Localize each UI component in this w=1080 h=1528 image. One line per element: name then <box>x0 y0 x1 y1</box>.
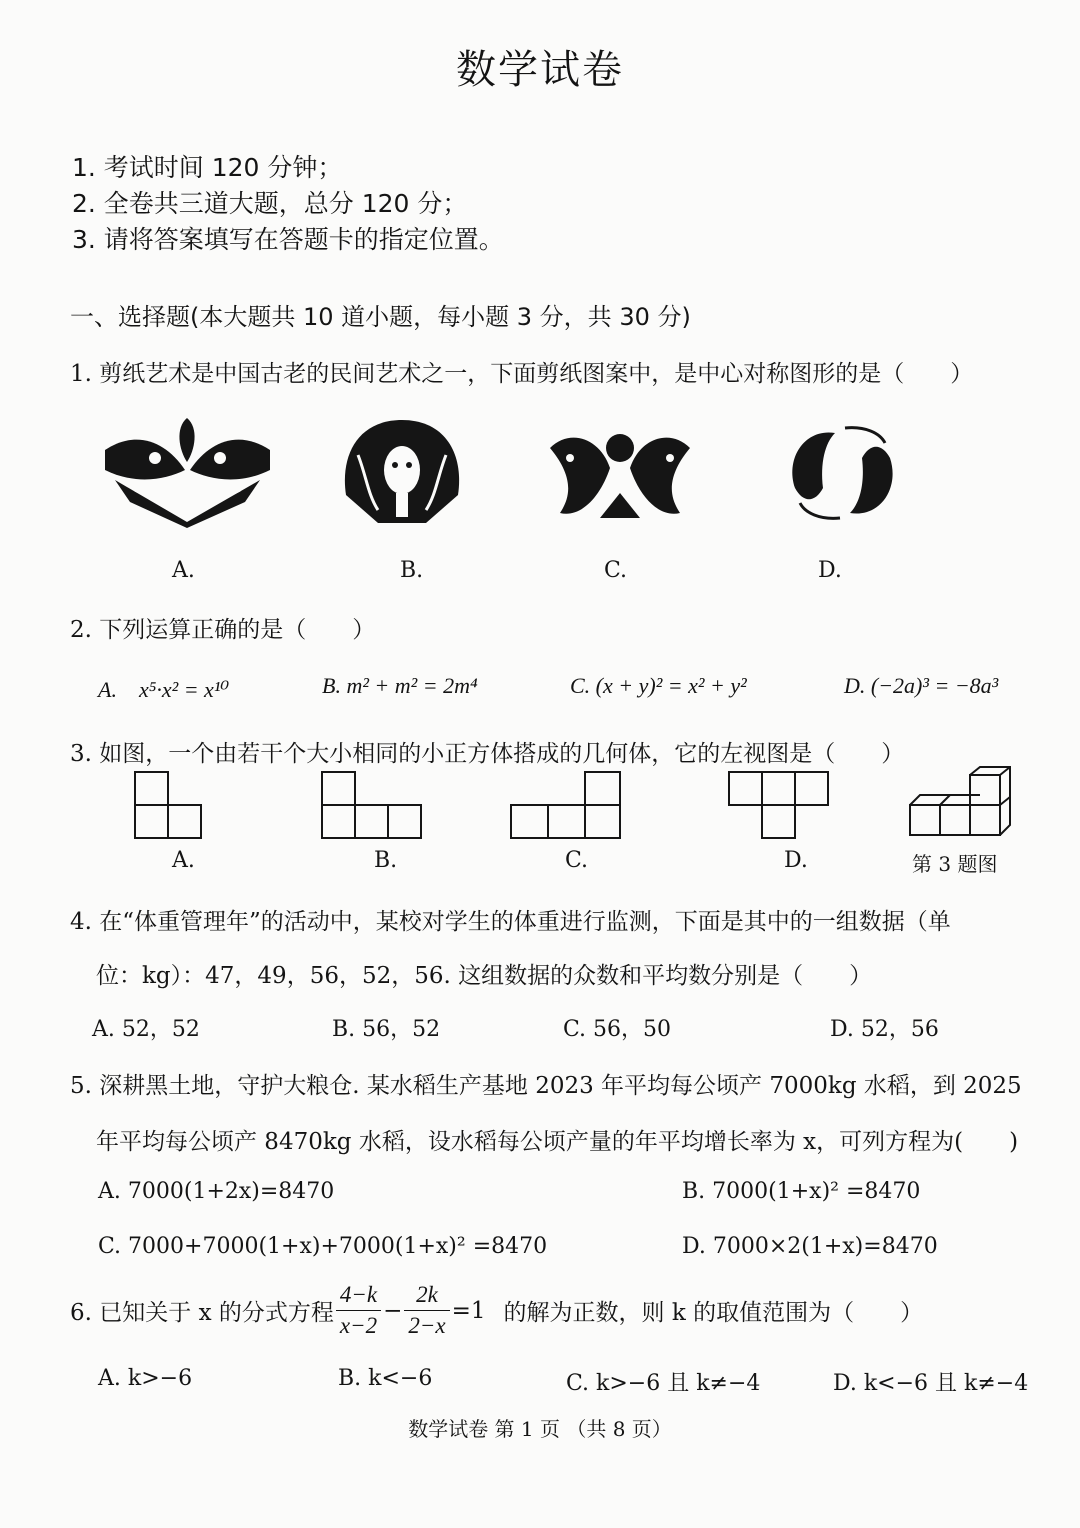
question-6-prefix: 6. 已知关于 x 的分式方程 <box>70 1300 334 1326</box>
question-6-option-a: A. k>−6 <box>98 1366 193 1391</box>
question-6-option-d: D. k<−6 且 k≠−4 <box>833 1371 1029 1396</box>
instruction-2: 2. 全卷共三道大题，总分 120 分； <box>72 189 468 218</box>
view-option-b-figure <box>320 770 426 840</box>
question-6-equals: =1 <box>451 1297 486 1324</box>
question-5-option-a: A. 7000(1+2x)=8470 <box>98 1179 335 1204</box>
question-3-label-b: B. <box>374 848 398 873</box>
question-3-figure-caption: 第 3 题图 <box>912 852 998 876</box>
question-4-option-b: B. 56，52 <box>332 1017 441 1042</box>
question-4-line-2: 位：kg）：47，49，56，52，56. 这组数据的众数和平均数分别是（ ） <box>96 963 873 989</box>
question-3-label-a: A. <box>172 848 195 873</box>
papercut-a-image <box>95 410 280 530</box>
question-4-line-1: 4. 在“体重管理年”的活动中，某校对学生的体重进行监测，下面是其中的一组数据（单 <box>70 909 951 935</box>
view-option-c-figure <box>509 770 623 840</box>
question-1-label-b: B. <box>400 558 424 583</box>
page-title: 数学试卷 <box>456 47 624 93</box>
question-1-stem: 1. 剪纸艺术是中国古老的民间艺术之一，下面剪纸图案中，是中心对称图形的是（ ） <box>70 361 974 387</box>
view-option-a-figure <box>133 770 205 840</box>
fraction-1-numerator: 4−k <box>336 1282 381 1311</box>
papercut-c-image <box>540 418 700 528</box>
question-5-option-d: D. 7000×2(1+x)=8470 <box>682 1234 938 1259</box>
papercut-b-image <box>338 415 466 530</box>
question-5-option-b: B. 7000(1+x)² =8470 <box>682 1179 921 1204</box>
question-6-option-b: B. k<−6 <box>338 1366 433 1391</box>
stacked-cubes-figure <box>906 765 1016 845</box>
question-3-stem: 3. 如图，一个由若干个大小相同的小正方体搭成的几何体，它的左视图是（ ） <box>70 741 905 767</box>
question-4-option-c: C. 56，50 <box>563 1017 672 1042</box>
fraction-2-denominator: 2−x <box>408 1313 446 1338</box>
question-6-suffix: 的解为正数，则 k 的取值范围为（ ） <box>503 1300 924 1326</box>
question-2-stem: 2. 下列运算正确的是（ ） <box>70 617 376 643</box>
question-5-option-c: C. 7000+7000(1+x)+7000(1+x)² =8470 <box>98 1234 548 1259</box>
question-1-label-a: A. <box>172 558 195 583</box>
view-option-d-figure <box>727 770 833 840</box>
instruction-3: 3. 请将答案填写在答题卡的指定位置。 <box>72 225 504 254</box>
instruction-1: 1. 考试时间 120 分钟； <box>72 153 343 182</box>
question-4-option-a: A. 52，52 <box>92 1017 200 1042</box>
question-2-option-b: B. m² + m² = 2m⁴ <box>322 673 478 698</box>
question-3-label-d: D. <box>784 848 808 873</box>
fraction-1-denominator: x−2 <box>339 1313 378 1338</box>
question-2-option-c: C. (x + y)² = x² + y² <box>570 673 747 698</box>
question-6-fraction-1 <box>336 1282 381 1339</box>
papercut-d-image <box>775 418 910 528</box>
fraction-2-numerator: 2k <box>404 1282 449 1311</box>
question-4-option-d: D. 52，56 <box>830 1017 939 1042</box>
question-5-line-1: 5. 深耕黑土地，守护大粮仓. 某水稻生产基地 2023 年平均每公顷产 7000kg 水稻，到 2025 <box>70 1073 1022 1099</box>
question-3-label-c: C. <box>565 848 589 873</box>
question-2-option-a: A. x⁵·x² = x¹⁰ <box>98 677 230 702</box>
section-heading: 一、选择题(本大题共 10 道小题，每小题 3 分，共 30 分) <box>70 303 691 331</box>
page-footer: 数学试卷 第 1 页 （共 8 页） <box>408 1417 672 1441</box>
question-6-fraction-2 <box>404 1282 449 1339</box>
question-2-option-d: D. (−2a)³ = −8a³ <box>844 673 999 698</box>
question-6-minus: − <box>383 1297 403 1324</box>
question-1-label-d: D. <box>818 558 842 583</box>
question-1-label-c: C. <box>604 558 628 583</box>
question-6-stem <box>70 1282 923 1339</box>
question-6-option-c: C. k>−6 且 k≠−4 <box>566 1371 761 1396</box>
question-5-line-2: 年平均每公顷产 8470kg 水稻，设水稻每公顷产量的年平均增长率为 x，可列方程为( ) <box>96 1129 1019 1155</box>
